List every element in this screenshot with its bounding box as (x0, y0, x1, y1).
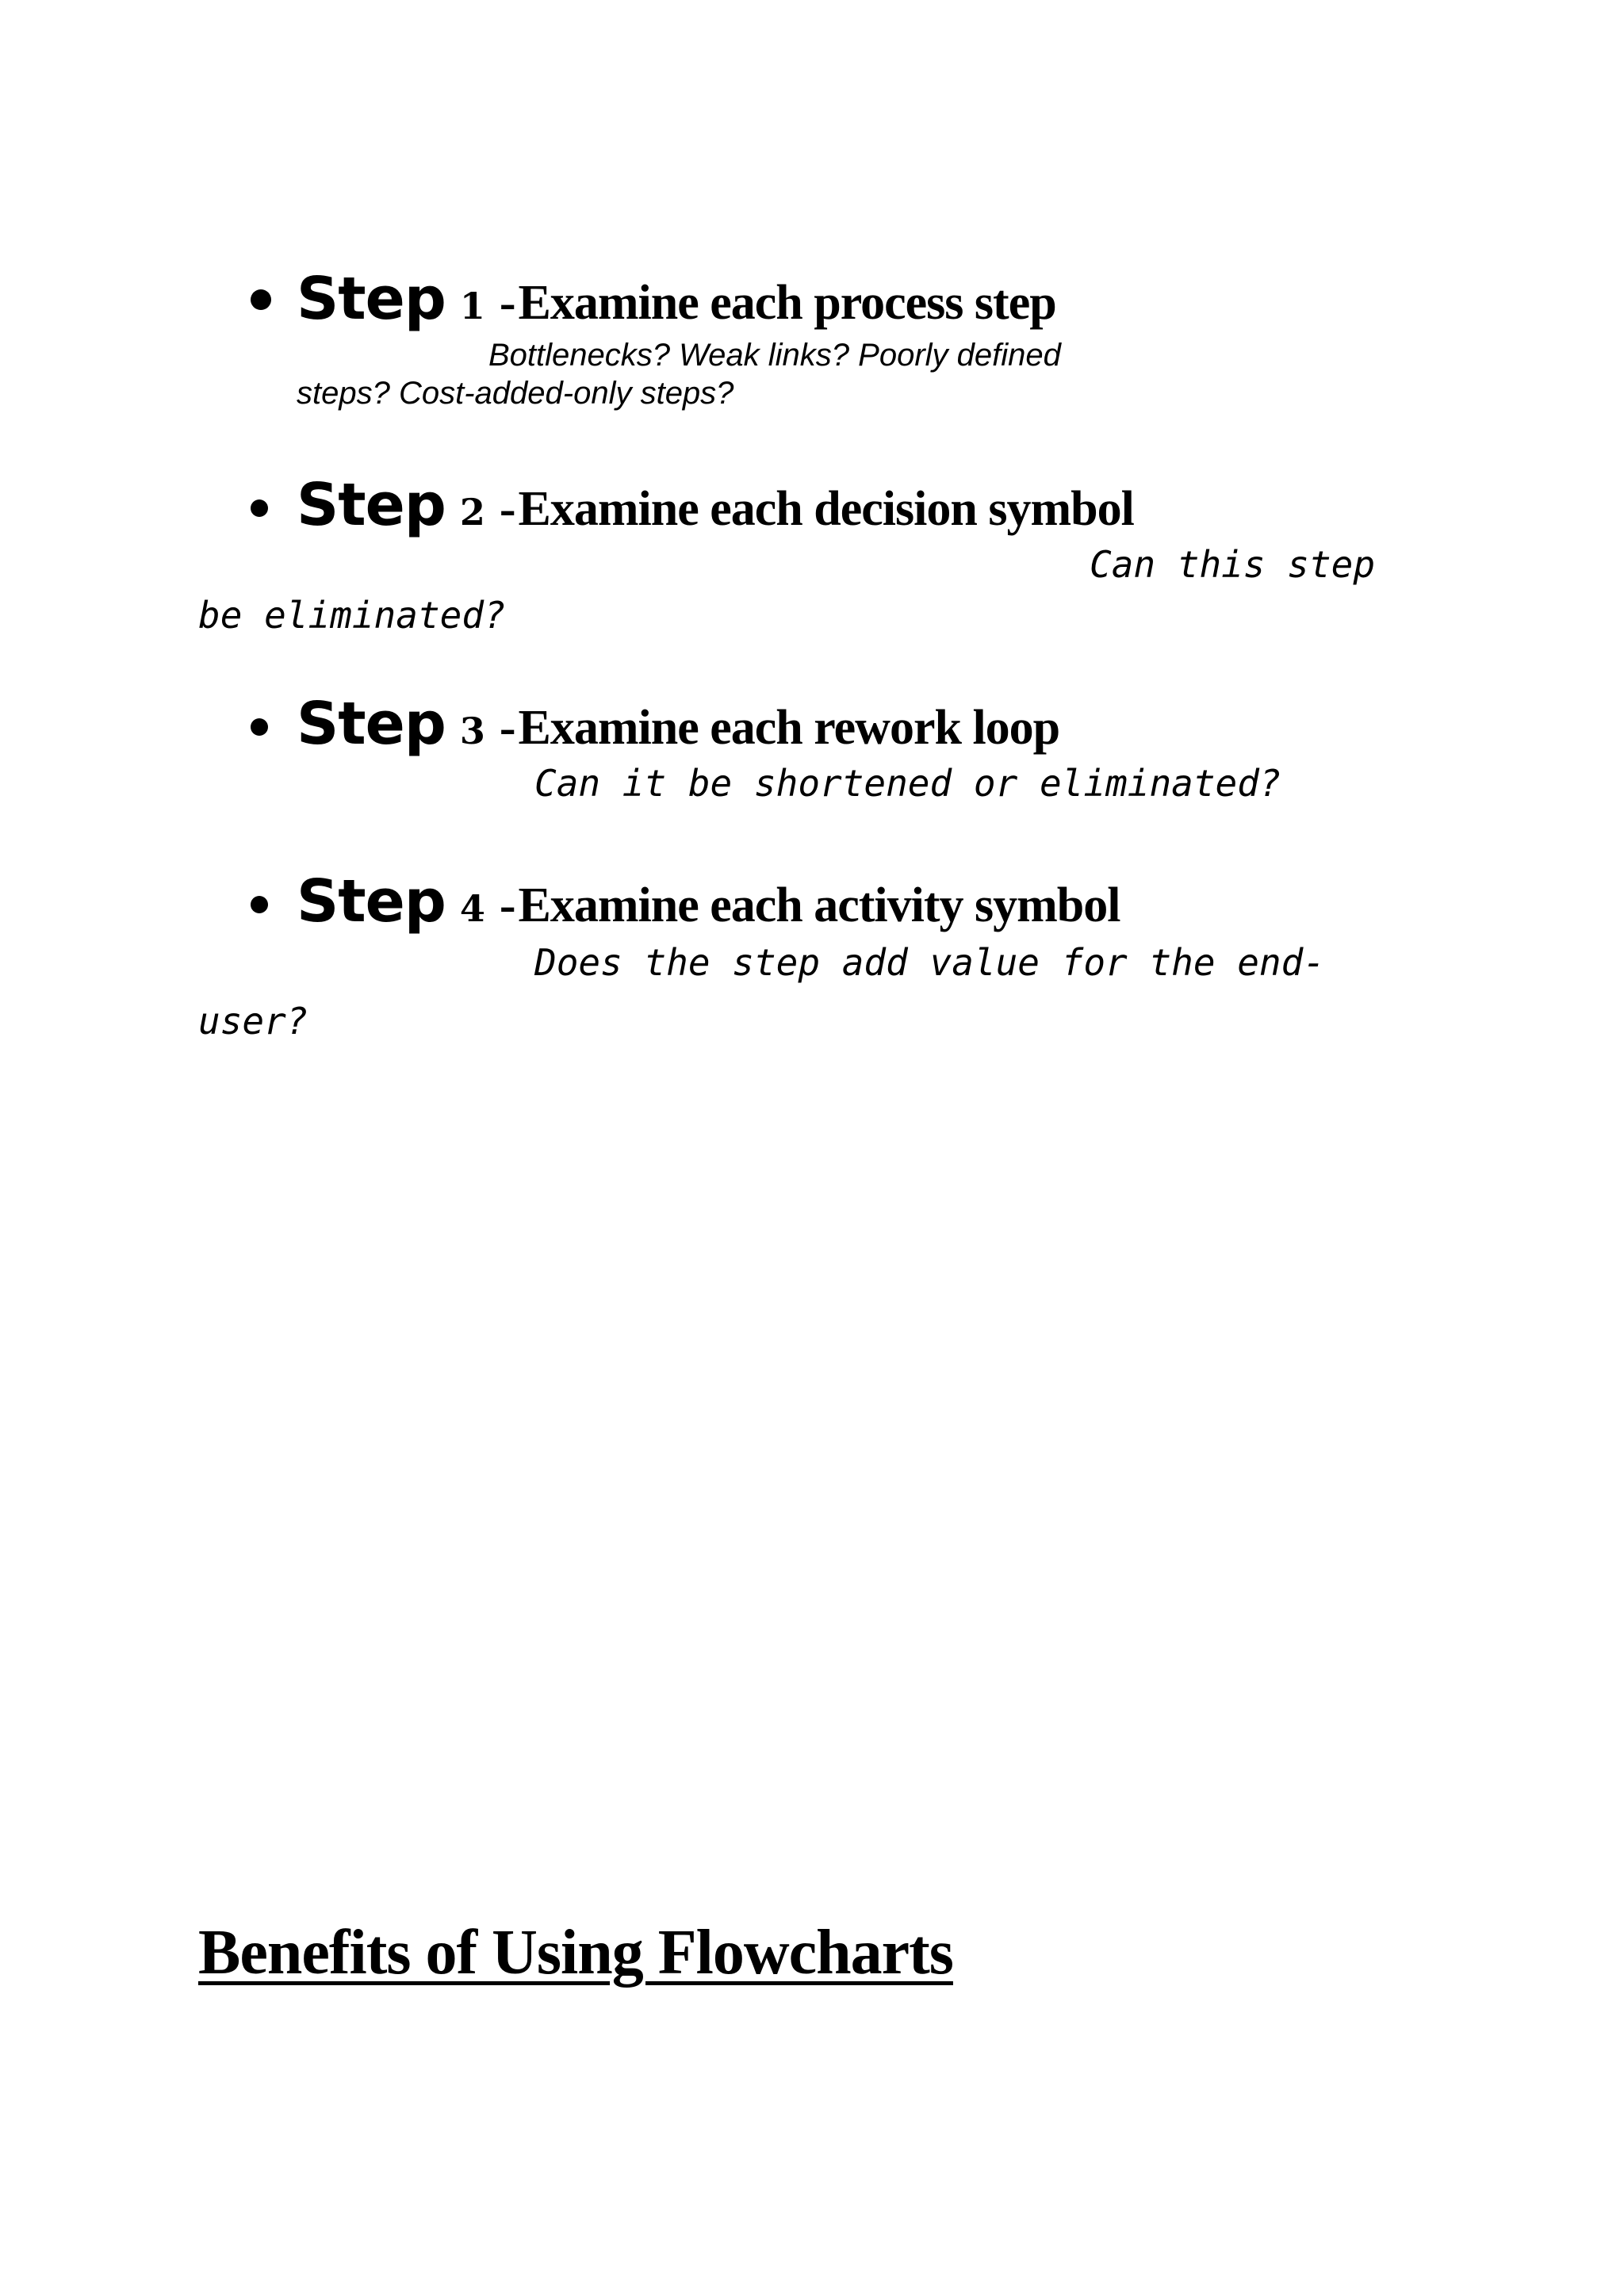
step-2-question-line-2: be eliminated? (198, 594, 506, 637)
step-number: 1 (459, 285, 485, 327)
section-heading: Benefits of Using Flowcharts (198, 1918, 953, 1988)
step-4-question-line-2: user? (198, 1000, 308, 1043)
step-label: Step (297, 690, 446, 758)
step-3-question-line-1: Can it be shortened or eliminated? (534, 762, 1281, 805)
step-number: 2 (459, 491, 485, 534)
step-3-heading (297, 690, 1060, 758)
step-label: Step (297, 471, 446, 539)
bullet-icon (251, 718, 268, 736)
step-title: Examine each activity symbol (518, 878, 1120, 932)
bullet-icon (251, 289, 271, 310)
step-4-heading (297, 867, 1120, 936)
step-title: Examine each process step (518, 276, 1056, 330)
step-1-question-line-1: Bottlenecks? Weak links? Poorly defined (488, 338, 1061, 373)
step-1-question-line-2: steps? Cost-added-only steps? (297, 376, 734, 411)
step-number: 4 (459, 887, 485, 930)
step-1-heading (297, 265, 1056, 333)
step-2-heading (297, 471, 1134, 539)
step-title: Examine each decision symbol (518, 482, 1134, 536)
step-label: Step (297, 867, 446, 936)
step-title: Examine each rework loop (518, 701, 1060, 755)
step-separator: - (499, 482, 515, 536)
step-label: Step (297, 265, 446, 333)
step-separator: - (499, 276, 515, 330)
step-4-question-line-1: Does the step add value for the end- (534, 941, 1325, 984)
step-separator: - (499, 878, 515, 932)
step-number: 3 (459, 710, 485, 752)
step-separator: - (499, 701, 515, 755)
step-2-question-line-1: Can this step (1090, 543, 1376, 586)
bullet-icon (251, 499, 268, 517)
bullet-icon (251, 896, 268, 913)
